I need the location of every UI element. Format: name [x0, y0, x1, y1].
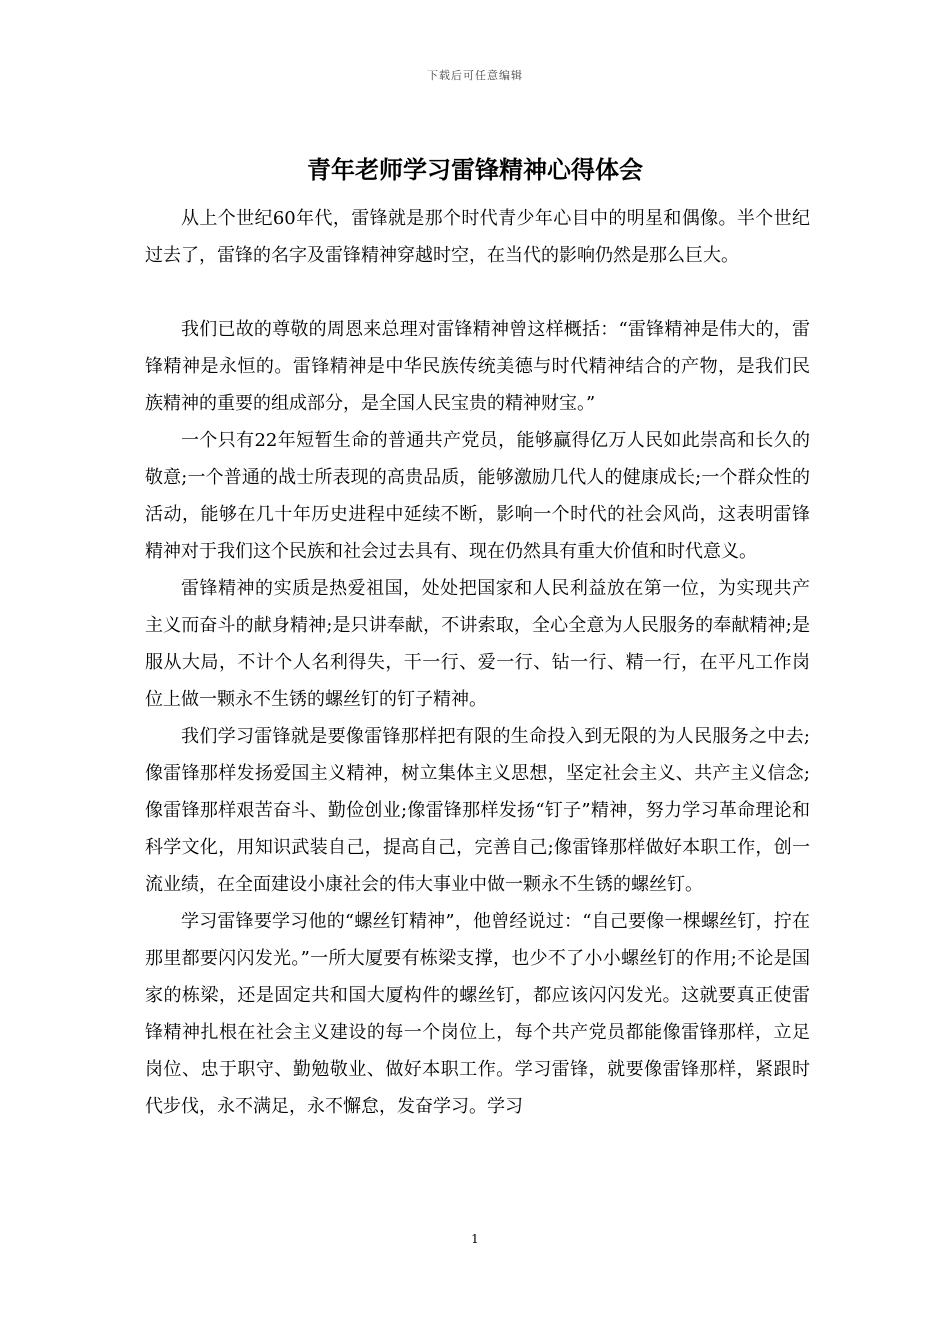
paragraph-4: 雷锋精神的实质是热爱祖国，处处把国家和人民利益放在第一位，为实现共产主义而奋斗的献身精神;是只讲奉献，不讲索取，全心全意为人民服务的奉献精神;是服从大局，不计个人名利得失，干一行、爱一行、钻一行、精一行，在平凡工作岗位上做一颗永不生锈的螺丝钉的钉子精神。: [145, 578, 810, 710]
document-body: [145, 200, 810, 1125]
paragraph-2: 我们已故的尊敬的周恩来总理对雷锋精神曾这样概括：“雷锋精神是伟大的，雷锋精神是永恒的。雷锋精神是中华民族传统美德与时代精神结合的产物，是我们民族精神的重要的组成部分，是全国人民宝贵的精神财宝。”: [145, 319, 810, 414]
header-note: 下载后可任意编辑: [427, 69, 523, 82]
paragraph-spacer: [145, 274, 810, 311]
paragraph-3: 一个只有22年短暂生命的普通共产党员，能够赢得亿万人民如此崇高和长久的敬意;一个普通的战士所表现的高贵品质，能够激励几代人的健康成长;一个群众性的活动，能够在几十年历史进程中延续不断，影响一个时代的社会风尚，这表明雷锋精神对于我们这个民族和社会过去具有、现在仍然具有重大价值和时代意义。: [145, 430, 810, 562]
paragraph-6: 学习雷锋要学习他的“螺丝钉精神”，他曾经说过：“自己要像一棵螺丝钉，拧在那里都要闪闪发光。”一所大厦要有栋梁支撑，也少不了小小螺丝钉的作用;不论是国家的栋梁，还是固定共和国大厦构件的螺丝钉，都应该闪闪发光。这就要真正使雷锋精神扎根在社会主义建设的每一个岗位上，每个共产党员都能像雷锋那样，立足岗位、忠于职守、勤勉敬业、做好本职工作。学习雷锋，就要像雷锋那样，紧跟时代步伐，永不满足，永不懈怠，发奋学习。学习: [145, 911, 810, 1117]
page-number: 1: [471, 1232, 479, 1246]
paragraph-1: 从上个世纪60年代，雷锋就是那个时代青少年心目中的明星和偶像。半个世纪过去了，雷锋的名字及雷锋精神穿越时空，在当代的影响仍然是那么巨大。: [145, 208, 810, 266]
document-title: 青年老师学习雷锋精神心得体会: [307, 156, 643, 184]
paragraph-5: 我们学习雷锋就是要像雷锋那样把有限的生命投入到无限的为人民服务之中去;像雷锋那样发扬爱国主义精神，树立集体主义思想，坚定社会主义、共产主义信念;像雷锋那样艰苦奋斗、勤俭创业;像雷锋那样发扬“钉子”精神，努力学习革命理论和科学文化，用知识武装自己，提高自己，完善自己;像雷锋那样做好本职工作，创一流业绩，在全面建设小康社会的伟大事业中做一颗永不生锈的螺丝钉。: [145, 726, 810, 895]
